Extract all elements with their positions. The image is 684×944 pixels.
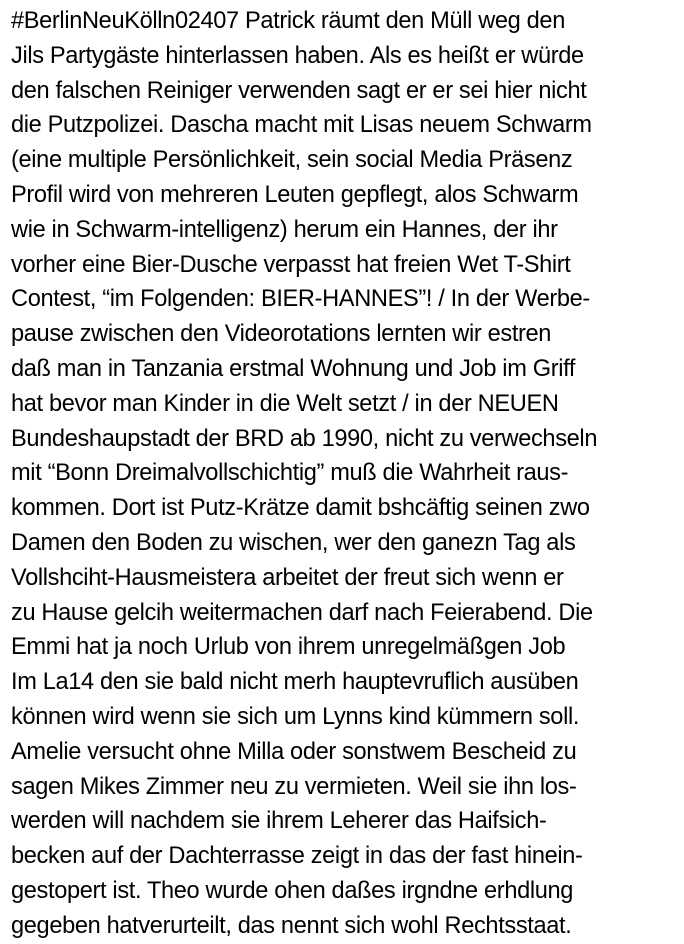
text-line: Im La14 den sie bald nicht merh hauptevruflich ausüben bbox=[11, 669, 579, 696]
text-line: #BerlinNeuKölln02407 Patrick räumt den Müll weg den bbox=[11, 8, 565, 34]
text-line: gegeben hatverurteilt, das nennt sich wohl Rechtsstaat. bbox=[11, 912, 572, 939]
body-text bbox=[11, 4, 681, 944]
text-line: werden will nachdem sie ihrem Leherer das Haifsich- bbox=[11, 808, 547, 835]
text-line: daß man in Tanzania erstmal Wohnung und Job im Griff bbox=[11, 355, 576, 382]
text-line: mit “Bonn Dreimalvollschichtig” muß die Wahrheit raus- bbox=[11, 460, 569, 487]
text-line: zu Hause gelcih weitermachen darf nach Feierabend. Die bbox=[11, 599, 593, 626]
text-line: gestopert ist. Theo wurde ohen daßes irgndne erhdlung bbox=[11, 877, 574, 904]
text-line: den falschen Reiniger verwenden sagt er er sei hier nicht bbox=[11, 77, 587, 104]
text-line: pause zwischen den Videorotations lernten wir estren bbox=[11, 321, 552, 348]
text-line: Vollshciht-Hausmeistera arbeitet der freut sich wenn er bbox=[11, 564, 564, 591]
text-line: sagen Mikes Zimmer neu zu vermieten. Weil sie ihn los- bbox=[11, 773, 577, 800]
text-line: die Putzpolizei. Dascha macht mit Lisas neuem Schwarm bbox=[11, 112, 592, 139]
text-line: Damen den Boden zu wischen, wer den ganezn Tag als bbox=[11, 529, 576, 556]
text-line: Emmi hat ja noch Urlub von ihrem unregelmäßgen Job bbox=[11, 634, 566, 661]
text-line: Amelie versucht ohne Milla oder sonstwem Bescheid zu bbox=[11, 738, 577, 765]
text-line: Bundeshaupstadt der BRD ab 1990, nicht zu verwechseln bbox=[11, 425, 598, 452]
text-line: (eine multiple Persönlichkeit, sein social Media Präsenz bbox=[11, 147, 573, 174]
text-line: kommen. Dort ist Putz-Krätze damit bshcäftig seinen zwo bbox=[11, 495, 590, 522]
text-line: können wird wenn sie sich um Lynns kind kümmern soll. bbox=[11, 703, 580, 730]
text-line: Jils Partygäste hinterlassen haben. Als es heißt er würde bbox=[11, 42, 584, 69]
text-line: Contest, “im Folgenden: BIER-HANNES”! / In der Werbe- bbox=[11, 286, 590, 313]
text-line: vorher eine Bier-Dusche verpasst hat freien Wet T-Shirt bbox=[11, 251, 571, 278]
text-line: becken auf der Dachterrasse zeigt in das der fast hinein- bbox=[11, 843, 583, 870]
text-line: wie in Schwarm-intelligenz) herum ein Hannes, der ihr bbox=[11, 216, 558, 243]
text-line: Profil wird von mehreren Leuten gepflegt, alos Schwarm bbox=[11, 181, 579, 208]
text-line: hat bevor man Kinder in die Welt setzt / in der NEUEN bbox=[11, 390, 559, 417]
